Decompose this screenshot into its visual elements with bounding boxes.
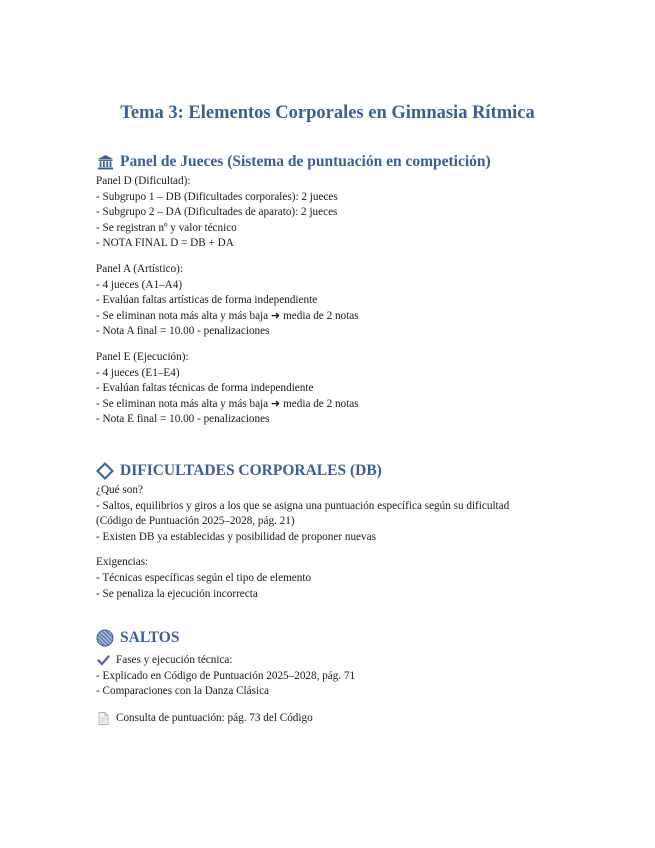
page-title: Tema 3: Elementos Corporales en Gimnasia Rítmica bbox=[120, 103, 535, 123]
list-item: - NOTA FINAL D = DB + DA bbox=[96, 237, 234, 250]
list-item: - Subgrupo 1 – DB (Dificultades corporales): 2 jueces bbox=[96, 190, 338, 203]
section-title: DIFICULTADES CORPORALES (DB) bbox=[120, 462, 382, 479]
panel-a-title: Panel A (Artístico): bbox=[96, 262, 184, 275]
list-item: - Comparaciones con la Danza Clásica bbox=[96, 685, 270, 698]
section-title: SALTOS bbox=[120, 629, 180, 646]
panel-d-title: Panel D (Dificultad): bbox=[96, 175, 191, 187]
fases-title-row bbox=[96, 653, 636, 669]
list-item: - Se eliminan nota más alta y más baja ➜ media de 2 notas bbox=[96, 397, 359, 410]
list-item: - Existen DB ya establecidas y posibilidad de proponer nuevas bbox=[96, 530, 376, 543]
section-panel-jueces bbox=[96, 151, 636, 428]
list-item: - Nota A final = 10.00 - penalizaciones bbox=[96, 325, 270, 338]
fases-title: Fases y ejecución técnica: bbox=[116, 654, 233, 666]
consulta-text: Consulta de puntuación: pág. 73 del Código bbox=[116, 711, 313, 724]
list-item: - Evalúan faltas técnicas de forma independiente bbox=[96, 382, 314, 395]
panel-e-title: Panel E (Ejecución): bbox=[96, 350, 189, 363]
section-dificultades bbox=[96, 460, 636, 602]
list-item: - Subgrupo 2 – DA (Dificultades de aparato): 2 jueces bbox=[96, 206, 338, 219]
list-item: - Saltos, equilibrios y giros a los que se asigna una puntuación específica según su dificultad bbox=[96, 499, 510, 512]
list-item: - Se eliminan nota más alta y más baja ➜ media de 2 notas bbox=[96, 309, 359, 322]
diamond-outline-icon bbox=[96, 462, 114, 480]
list-item: - Se registran nº y valor técnico bbox=[96, 221, 237, 234]
list-item: - Explicado en Código de Puntuación 2025–2028, pág. 71 bbox=[96, 669, 356, 682]
que-son-title: ¿Qué son? bbox=[96, 484, 143, 496]
consulta-row bbox=[96, 711, 636, 727]
list-item: - Evalúan faltas artísticas de forma independiente bbox=[96, 294, 318, 307]
list-item: - 4 jueces (E1–E4) bbox=[96, 366, 180, 379]
section-title: Panel de Jueces (Sistema de puntuación en competición) bbox=[120, 153, 491, 170]
section-heading-saltos bbox=[96, 627, 636, 649]
document-page-icon bbox=[96, 712, 110, 726]
hatched-circle-icon bbox=[96, 629, 114, 647]
list-item: - Se penaliza la ejecución incorrecta bbox=[96, 587, 258, 600]
list-item: (Código de Puntuación 2025–2028, pág. 21) bbox=[96, 515, 295, 528]
checkmark-icon bbox=[96, 654, 110, 668]
list-item: - Nota E final = 10.00 - penalizaciones bbox=[96, 413, 270, 426]
list-item: - 4 jueces (A1–A4) bbox=[96, 278, 183, 291]
list-item: - Técnicas específicas según el tipo de elemento bbox=[96, 571, 312, 584]
bank-building-icon bbox=[96, 153, 114, 171]
section-heading-panel-jueces bbox=[96, 151, 636, 173]
section-saltos bbox=[96, 627, 636, 726]
exigencias-title: Exigencias: bbox=[96, 556, 149, 569]
section-heading-dificultades bbox=[96, 460, 636, 482]
